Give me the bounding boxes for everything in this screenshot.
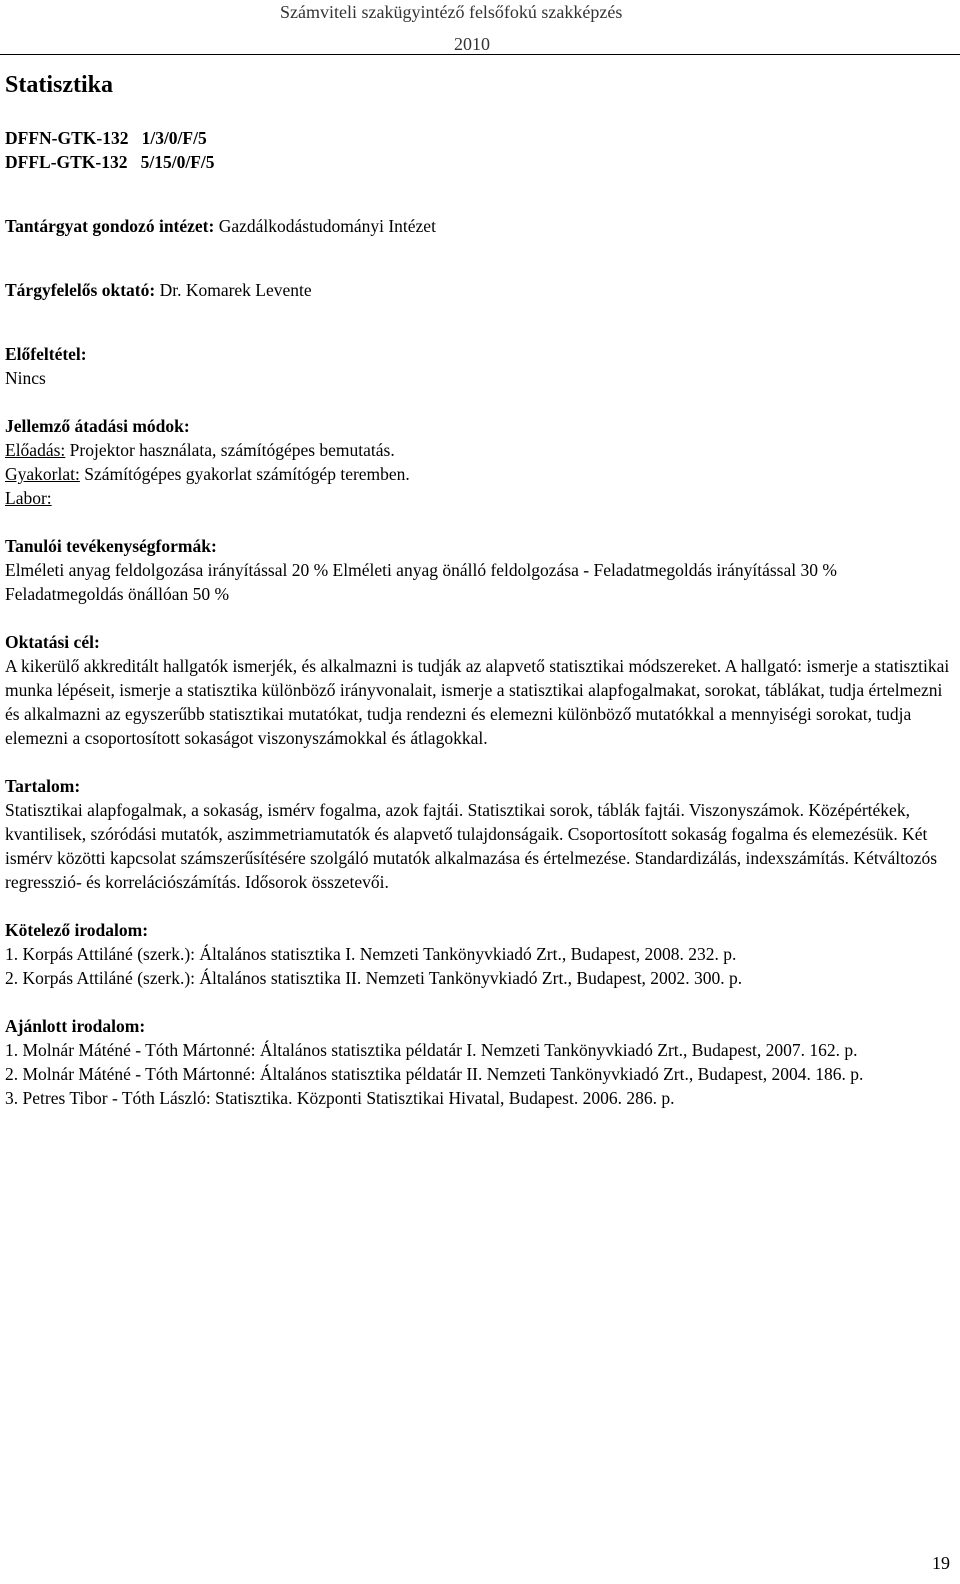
institute-value: Gazdálkodástudományi Intézet xyxy=(218,216,436,236)
required-lit-label: Kötelező irodalom: xyxy=(5,920,149,940)
course-description xyxy=(5,126,955,1110)
recommended-lit-label: Ajánlott irodalom: xyxy=(5,1016,146,1036)
lab-label: Labor: xyxy=(5,488,52,508)
lecture-label: Előadás: xyxy=(5,440,66,460)
header-year: 2010 xyxy=(454,34,490,54)
delivery-practice xyxy=(5,462,955,486)
teacher-row xyxy=(5,278,955,302)
activities-text: Elméleti anyag feldolgozása irányítással 20 % Elméleti anyag önálló feldolgozása - Feladatmegoldás irányítással 30 % Feladatmegoldás önállóan 50 % xyxy=(5,560,837,604)
teacher-label: Tárgyfelelős oktató: xyxy=(5,280,156,300)
institute-row xyxy=(5,214,955,238)
goal-text: A kikerülő akkreditált hallgatók ismerjék, és alkalmazni is tudják az alapvető statisztikai módszereket. A hallgató: ismerje a statisztikai munka lépéseit, ismerje a statisztika különböző irányvonalait, ismerje a statisztikai alapfogalmakat, sorokat, táblákat, tudja értelmezni és alkalmazni az egyszerűbb statisztikai mutatókat, tudja rendezni és elemezni különböző mutatókkal a mennyiségi sorokat, tudja elemezni a csoportosított sokaságot viszonyszámokkal és átlagokkal. xyxy=(5,656,950,748)
practice-value: Számítógépes gyakorlat számítógép teremben. xyxy=(84,464,410,484)
page-title: Statisztika xyxy=(5,72,113,98)
delivery-label: Jellemző átadási módok: xyxy=(5,416,190,436)
goal-label: Oktatási cél: xyxy=(5,632,100,652)
lecture-value: Projektor használata, számítógépes bemutatás. xyxy=(69,440,395,460)
course-code: DFFN-GTK-132 1/3/0/F/5 xyxy=(5,128,207,148)
page-header xyxy=(0,0,960,55)
header-program: Számviteli szakügyintéző felsőfokú szakképzés xyxy=(280,2,623,22)
content-label: Tartalom: xyxy=(5,776,81,796)
prerequisite-value: Nincs xyxy=(5,368,46,388)
required-lit-item: 2. Korpás Attiláné (szerk.): Általános statisztika II. Nemzeti Tankönyvkiadó Zrt., Budapest, 2002. 300. p. xyxy=(5,968,743,988)
recommended-lit-item: 1. Molnár Máténé - Tóth Mártonné: Általános statisztika példatár I. Nemzeti Tankönyvkiadó Zrt., Budapest, 2007. 162. p. xyxy=(5,1040,858,1060)
required-lit-item: 1. Korpás Attiláné (szerk.): Általános statisztika I. Nemzeti Tankönyvkiadó Zrt., Budapest, 2008. 232. p. xyxy=(5,944,737,964)
content-text: Statisztikai alapfogalmak, a sokaság, ismérv fogalma, azok fajtái. Statisztikai sorok, táblák fajtái. Viszonyszámok. Középértékek, kvantilisek, szóródási mutatók, aszimmetriamutatók és alapvető tulajdonságaik. Csoportosított sokaság fogalma és elemezésük. Két ismérv közötti kapcsolat számszerűsítésére szolgáló mutatók alkalmazása és értelmezése. Standardizálás, indexszámítás. Kétváltozós regresszió- és korrelációszámítás. Idősorok összetevői. xyxy=(5,800,938,892)
activities-label: Tanulói tevékenységformák: xyxy=(5,536,217,556)
delivery-lecture xyxy=(5,438,955,462)
recommended-lit-item: 3. Petres Tibor - Tóth László: Statisztika. Központi Statisztikai Hivatal, Budapest. 2006. 286. p. xyxy=(5,1088,675,1108)
page-number: 19 xyxy=(932,1553,950,1573)
institute-label: Tantárgyat gondozó intézet: xyxy=(5,216,215,236)
teacher-value: Dr. Komarek Levente xyxy=(159,280,312,300)
practice-label: Gyakorlat: xyxy=(5,464,80,484)
prerequisite-label: Előfeltétel: xyxy=(5,344,87,364)
course-code: DFFL-GTK-132 5/15/0/F/5 xyxy=(5,152,215,172)
recommended-lit-item: 2. Molnár Máténé - Tóth Mártonné: Általános statisztika példatár II. Nemzeti Tankönyvkiadó Zrt., Budapest, 2004. 186. p. xyxy=(5,1064,864,1084)
delivery-lab xyxy=(5,486,955,510)
